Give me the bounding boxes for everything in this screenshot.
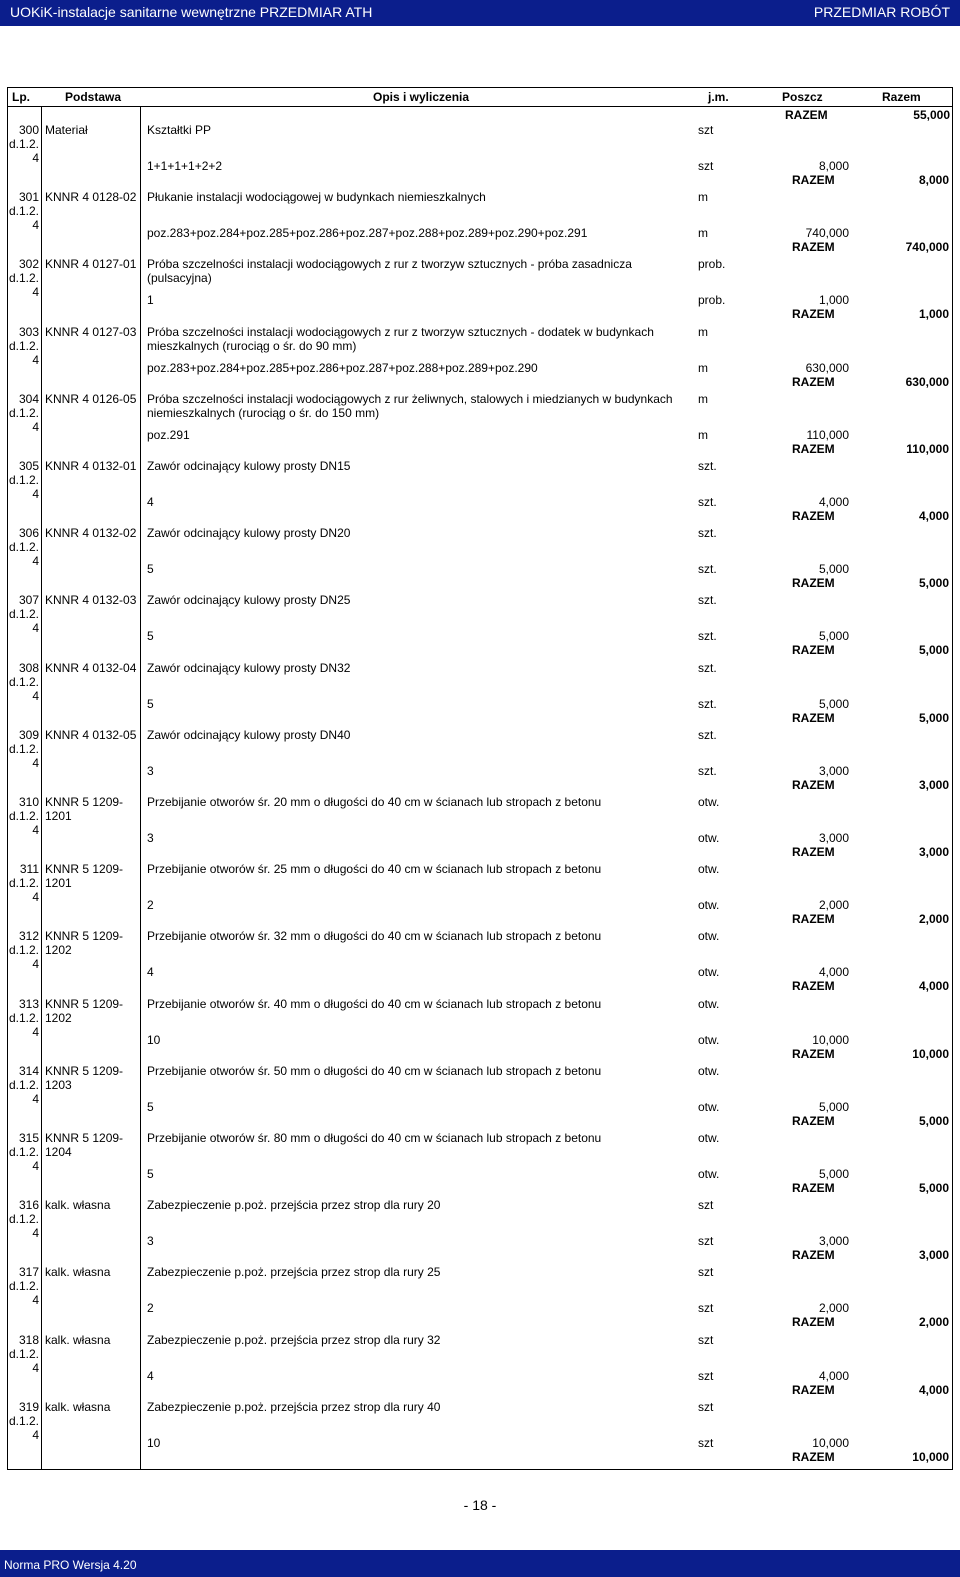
row-unit: otw. xyxy=(698,929,720,944)
row-description: Zawór odcinający kulowy prosty DN15 xyxy=(147,459,351,473)
row-quantity: 2,000 xyxy=(818,898,849,913)
row-lp-line: d.1.2. xyxy=(8,1279,39,1294)
row-calculation: 5 xyxy=(147,1099,154,1114)
row-number xyxy=(7,997,39,1039)
row-description: Przebijanie otworów śr. 32 mm o długości do 40 cm w ścianach lub stropach z betonu xyxy=(147,929,602,944)
row-total-label: RAZEM xyxy=(792,643,835,658)
row-total-label: RAZEM xyxy=(792,307,835,322)
row-lp-line: 4 xyxy=(32,352,39,367)
row-calculation-unit: otw. xyxy=(698,1032,720,1047)
row-lp-line: 319 xyxy=(18,1399,39,1414)
row-calculation-unit: prob. xyxy=(698,293,726,308)
row-lp-line: 4 xyxy=(32,151,39,165)
row-lp-line: 4 xyxy=(32,1091,39,1106)
row-lp-line: 307 xyxy=(18,593,39,608)
row-calculation: 1+1+1+1+2+2 xyxy=(147,159,223,173)
row-lp-line: d.1.2. xyxy=(8,137,39,151)
row-number xyxy=(7,1265,39,1307)
row-lp-line: d.1.2. xyxy=(8,1346,39,1361)
row-lp-line: d.1.2. xyxy=(8,1212,39,1227)
row-calculation-unit: szt. xyxy=(698,495,717,509)
row-calculation: 4 xyxy=(147,1368,154,1383)
row-calculation-unit: szt. xyxy=(698,629,717,644)
row-basis: KNNR 4 0132-04 xyxy=(45,660,137,675)
row-calculation: poz.283+poz.284+poz.285+poz.286+poz.287+poz.288+poz.289+poz.290 xyxy=(147,360,538,375)
row-number xyxy=(7,459,39,501)
row-lp-line: 304 xyxy=(18,391,39,406)
row-calculation: 5 xyxy=(147,696,154,711)
document-type: PRZEDMIAR ROBÓT xyxy=(813,4,950,20)
row-lp-line: 4 xyxy=(32,554,39,569)
row-basis: KNNR 4 0132-01 xyxy=(45,459,137,473)
column-jm: j.m. xyxy=(708,90,729,104)
row-calculation-unit: szt xyxy=(698,1435,714,1450)
row-total-value: 2,000 xyxy=(918,1315,949,1330)
row-total-label: RAZEM xyxy=(792,441,835,456)
row-number xyxy=(7,728,39,770)
row-calculation-unit: m xyxy=(698,226,708,241)
row-lp-line: d.1.2. xyxy=(8,943,39,958)
row-basis: kalk. własna xyxy=(45,1332,111,1347)
row-description: Kształtki PP xyxy=(147,123,212,137)
row-total-label: RAZEM xyxy=(792,1046,835,1061)
row-total-value: 4,000 xyxy=(918,1382,949,1397)
row-description: Zawór odcinający kulowy prosty DN32 xyxy=(147,660,351,675)
row-lp-line: 312 xyxy=(18,929,39,944)
row-description: Zabezpieczenie p.poż. przejścia przez strop dla rury 40 xyxy=(147,1399,441,1414)
row-description: Próba szczelności instalacji wodociągowych z rur z tworzyw sztucznych - dodatek w budynkach mieszkalnych (rurociąg o śr. do 90 mm) xyxy=(147,324,654,353)
column-lp: Lp. xyxy=(12,90,30,104)
carried-total-label: RAZEM xyxy=(785,108,828,122)
table-header xyxy=(7,87,953,107)
row-quantity: 5,000 xyxy=(818,562,849,577)
row-calculation-unit: szt. xyxy=(698,763,717,778)
row-total-label: RAZEM xyxy=(792,777,835,792)
page-number: - 18 - xyxy=(463,1497,497,1513)
row-lp-line: 301 xyxy=(18,190,39,205)
row-lp-line: d.1.2. xyxy=(8,1413,39,1428)
row-total-value: 5,000 xyxy=(918,576,949,591)
carried-total-value: 55,000 xyxy=(913,108,950,122)
row-calculation: 10 xyxy=(147,1435,161,1450)
row-unit: otw. xyxy=(698,996,720,1011)
row-number xyxy=(7,123,39,165)
row-calculation-unit: m xyxy=(698,427,708,442)
row-unit: m xyxy=(698,324,708,339)
row-number xyxy=(7,1400,39,1442)
row-basis: KNNR 5 1209-1203 xyxy=(45,1063,124,1092)
row-unit: m xyxy=(698,190,708,205)
row-basis: KNNR 5 1209-1204 xyxy=(45,1131,124,1159)
row-unit: szt xyxy=(698,1265,714,1280)
row-total-label: RAZEM xyxy=(792,979,835,994)
row-total-label: RAZEM xyxy=(792,845,835,859)
row-basis: KNNR 4 0127-03 xyxy=(45,324,137,339)
row-number xyxy=(7,593,39,635)
row-total-value: 110,000 xyxy=(906,441,949,456)
row-lp-line: 4 xyxy=(32,487,39,501)
row-calculation-unit: szt. xyxy=(698,562,717,577)
row-quantity: 4,000 xyxy=(818,1368,849,1383)
footer-bar xyxy=(0,1550,960,1577)
row-calculation: 5 xyxy=(147,562,154,577)
row-lp-line: 310 xyxy=(18,795,39,809)
row-quantity: 110,000 xyxy=(806,427,849,442)
row-lp-line: 4 xyxy=(32,755,39,770)
row-total-label: RAZEM xyxy=(792,576,835,591)
row-quantity: 4,000 xyxy=(818,965,849,980)
row-unit: m xyxy=(698,391,708,406)
row-lp-line: d.1.2. xyxy=(8,674,39,689)
row-lp-line: 4 xyxy=(32,621,39,636)
row-lp-line: d.1.2. xyxy=(8,473,39,487)
row-description: Zawór odcinający kulowy prosty DN20 xyxy=(147,526,351,541)
row-description: Przebijanie otworów śr. 40 mm o długości do 40 cm w ścianach lub stropach z betonu xyxy=(147,996,602,1011)
row-calculation-unit: otw. xyxy=(698,1167,720,1181)
row-calculation: 4 xyxy=(147,965,154,980)
row-calculation-unit: otw. xyxy=(698,898,720,913)
row-number xyxy=(7,1131,39,1173)
footer-software: Norma PRO Wersja 4.20 xyxy=(4,1558,137,1572)
row-total-value: 4,000 xyxy=(918,509,949,523)
row-lp-line: 318 xyxy=(18,1332,39,1347)
row-total-label: RAZEM xyxy=(792,1248,835,1263)
row-lp-line: d.1.2. xyxy=(8,1010,39,1025)
row-lp-line: d.1.2. xyxy=(8,809,39,823)
row-number xyxy=(7,325,39,367)
row-lp-line: 4 xyxy=(32,1293,39,1308)
row-basis: KNNR 5 1209-1201 xyxy=(45,862,124,891)
row-calculation: poz.291 xyxy=(147,427,190,442)
row-calculation: 10 xyxy=(147,1032,161,1047)
row-lp-line: d.1.2. xyxy=(8,607,39,622)
row-quantity: 5,000 xyxy=(818,1167,849,1181)
row-total-label: RAZEM xyxy=(792,1449,835,1464)
row-calculation: 3 xyxy=(147,763,154,778)
row-lp-line: d.1.2. xyxy=(8,338,39,353)
row-quantity: 8,000 xyxy=(818,159,849,173)
row-unit: szt xyxy=(698,123,714,137)
row-number xyxy=(7,929,39,971)
row-unit: szt. xyxy=(698,526,717,541)
row-lp-line: 302 xyxy=(18,257,39,272)
row-total-value: 5,000 xyxy=(918,710,949,725)
row-total-label: RAZEM xyxy=(792,710,835,725)
row-lp-line: 4 xyxy=(32,1226,39,1241)
row-calculation: 2 xyxy=(147,898,154,913)
row-total-value: 2,000 xyxy=(918,912,949,927)
row-description: Zawór odcinający kulowy prosty DN40 xyxy=(147,727,351,742)
row-number xyxy=(7,190,39,232)
row-calculation-unit: szt xyxy=(698,1301,714,1316)
row-total-label: RAZEM xyxy=(792,1382,835,1397)
row-total-label: RAZEM xyxy=(792,240,835,255)
column-poszcz: Poszcz xyxy=(782,90,823,104)
row-unit: szt. xyxy=(698,593,717,608)
row-total-label: RAZEM xyxy=(792,509,835,523)
row-description: Przebijanie otworów śr. 25 mm o długości do 40 cm w ścianach lub stropach z betonu xyxy=(147,862,602,877)
row-number xyxy=(7,1333,39,1375)
row-total-value: 1,000 xyxy=(918,307,949,322)
row-total-value: 4,000 xyxy=(918,979,949,994)
row-calculation: 3 xyxy=(147,831,154,845)
row-unit: otw. xyxy=(698,1063,720,1078)
row-total-value: 8,000 xyxy=(918,173,949,187)
row-number xyxy=(7,392,39,434)
row-lp-line: 317 xyxy=(18,1265,39,1280)
row-lp-line: d.1.2. xyxy=(8,741,39,756)
row-quantity: 10,000 xyxy=(812,1435,849,1450)
row-description: Płukanie instalacji wodociągowej w budynkach niemieszkalnych xyxy=(147,190,486,205)
row-lp-line: 313 xyxy=(18,996,39,1011)
row-lp-line: 4 xyxy=(32,1360,39,1375)
row-lp-line: d.1.2. xyxy=(8,876,39,891)
row-calculation-unit: otw. xyxy=(698,1099,720,1114)
row-calculation-unit: otw. xyxy=(698,965,720,980)
row-basis: KNNR 5 1209-1202 xyxy=(45,929,124,958)
row-lp-line: d.1.2. xyxy=(8,1145,39,1159)
row-description: Przebijanie otworów śr. 80 mm o długości do 40 cm w ścianach lub stropach z betonu xyxy=(147,1131,602,1145)
document-title: UOKiK-instalacje sanitarne wewnętrzne PRZEDMIAR ATH xyxy=(10,4,373,20)
row-lp-line: 300 xyxy=(18,123,39,137)
row-total-label: RAZEM xyxy=(792,912,835,927)
row-basis: KNNR 4 0126-05 xyxy=(45,391,137,406)
row-description: Przebijanie otworów śr. 50 mm o długości do 40 cm w ścianach lub stropach z betonu xyxy=(147,1063,602,1078)
row-total-value: 5,000 xyxy=(918,1113,949,1128)
row-total-label: RAZEM xyxy=(792,1181,835,1195)
row-quantity: 4,000 xyxy=(818,495,849,509)
row-basis: KNNR 5 1209-1201 xyxy=(45,795,124,823)
row-unit: otw. xyxy=(698,862,720,877)
row-quantity: 2,000 xyxy=(818,1301,849,1316)
row-calculation: 5 xyxy=(147,1167,154,1181)
row-basis: KNNR 5 1209-1202 xyxy=(45,996,124,1025)
row-total-label: RAZEM xyxy=(792,1113,835,1128)
row-calculation: 5 xyxy=(147,629,154,644)
row-lp-line: 4 xyxy=(32,1159,39,1173)
column-razem: Razem xyxy=(882,90,921,104)
row-lp-line: d.1.2. xyxy=(8,405,39,420)
row-calculation: poz.283+poz.284+poz.285+poz.286+poz.287+poz.288+poz.289+poz.290+poz.291 xyxy=(147,226,588,241)
row-basis: KNNR 4 0127-01 xyxy=(45,257,137,272)
row-total-label: RAZEM xyxy=(792,1315,835,1330)
row-number xyxy=(7,795,39,837)
column-podstawa: Podstawa xyxy=(65,90,122,104)
row-calculation-unit: otw. xyxy=(698,831,720,845)
row-description: Zabezpieczenie p.poż. przejścia przez strop dla rury 25 xyxy=(147,1265,441,1280)
row-calculation-unit: szt xyxy=(698,159,714,173)
row-number xyxy=(7,862,39,904)
row-quantity: 1,000 xyxy=(818,293,849,308)
row-lp-line: 311 xyxy=(19,862,39,877)
row-lp-line: 305 xyxy=(18,459,39,473)
row-description: Próba szczelności instalacji wodociągowych z rur żeliwnych, stalowych i miedzianych w budynkach niemieszkalnych (rurociąg o śr. do 150 mm) xyxy=(147,391,673,420)
row-description: Przebijanie otworów śr. 20 mm o długości do 40 cm w ścianach lub stropach z betonu xyxy=(147,795,602,809)
row-quantity: 740,000 xyxy=(805,226,849,241)
row-quantity: 630,000 xyxy=(805,360,849,375)
row-quantity: 3,000 xyxy=(818,763,849,778)
row-unit: szt. xyxy=(698,727,717,742)
row-unit: szt xyxy=(698,1332,714,1347)
row-description: Zabezpieczenie p.poż. przejścia przez strop dla rury 20 xyxy=(147,1198,441,1213)
column-opis: Opis i wyliczenia xyxy=(373,90,470,104)
row-basis: Materiał xyxy=(45,123,88,137)
row-lp-line: 316 xyxy=(18,1198,39,1213)
row-total-value: 740,000 xyxy=(905,240,949,255)
row-calculation-unit: szt xyxy=(698,1368,714,1383)
row-unit: prob. xyxy=(698,257,726,272)
document-header-bar xyxy=(0,0,960,26)
row-lp-line: d.1.2. xyxy=(8,540,39,555)
row-lp-line: d.1.2. xyxy=(8,204,39,219)
row-total-value: 630,000 xyxy=(905,374,949,389)
row-lp-line: d.1.2. xyxy=(8,1077,39,1092)
row-quantity: 10,000 xyxy=(812,1032,849,1047)
row-basis: KNNR 4 0132-05 xyxy=(45,727,137,742)
row-quantity: 3,000 xyxy=(818,1234,849,1249)
row-calculation-unit: m xyxy=(698,360,708,375)
row-total-value: 10,000 xyxy=(912,1449,949,1464)
row-quantity: 5,000 xyxy=(818,696,849,711)
row-lp-line: 4 xyxy=(32,419,39,434)
row-lp-line: 4 xyxy=(32,823,39,837)
row-total-label: RAZEM xyxy=(792,173,835,187)
row-calculation: 3 xyxy=(147,1234,154,1249)
row-unit: otw. xyxy=(698,1131,720,1145)
row-unit: szt. xyxy=(698,459,717,473)
row-lp-line: 314 xyxy=(18,1063,39,1078)
row-basis: KNNR 4 0132-03 xyxy=(45,593,137,608)
row-number xyxy=(7,257,39,299)
row-lp-line: 4 xyxy=(32,285,39,300)
row-total-value: 10,000 xyxy=(912,1046,949,1061)
row-calculation: 4 xyxy=(147,495,154,509)
row-lp-line: 306 xyxy=(18,526,39,541)
row-quantity: 5,000 xyxy=(818,629,849,644)
row-description: Próba szczelności instalacji wodociągowych z rur z tworzyw sztucznych - próba zasadnicza (pulsacyjna) xyxy=(147,257,632,286)
row-total-value: 3,000 xyxy=(918,1248,949,1263)
row-unit: szt xyxy=(698,1198,714,1213)
row-lp-line: 4 xyxy=(32,1427,39,1442)
row-number xyxy=(7,526,39,568)
row-lp-line: 4 xyxy=(32,890,39,905)
row-total-label: RAZEM xyxy=(792,374,835,389)
row-unit: szt. xyxy=(698,660,717,675)
row-description: Zabezpieczenie p.poż. przejścia przez strop dla rury 32 xyxy=(147,1332,441,1347)
row-basis: KNNR 4 0132-02 xyxy=(45,526,137,541)
row-lp-line: 309 xyxy=(18,727,39,742)
row-lp-line: 4 xyxy=(32,688,39,703)
row-lp-line: 303 xyxy=(18,324,39,339)
row-calculation-unit: szt. xyxy=(698,696,717,711)
row-calculation: 2 xyxy=(147,1301,154,1316)
row-total-value: 5,000 xyxy=(918,643,949,658)
row-lp-line: 4 xyxy=(32,957,39,972)
row-number xyxy=(7,661,39,703)
row-basis: kalk. własna xyxy=(45,1198,111,1213)
row-lp-line: 4 xyxy=(32,1024,39,1039)
row-total-value: 3,000 xyxy=(918,777,949,792)
row-total-value: 3,000 xyxy=(918,845,949,859)
row-lp-line: 315 xyxy=(18,1131,39,1145)
row-quantity: 5,000 xyxy=(818,1099,849,1114)
row-lp-line: 4 xyxy=(32,218,39,233)
row-quantity: 3,000 xyxy=(818,831,849,845)
row-number xyxy=(7,1064,39,1106)
row-basis: kalk. własna xyxy=(45,1265,111,1280)
row-calculation-unit: szt xyxy=(698,1234,714,1249)
row-lp-line: d.1.2. xyxy=(8,271,39,286)
row-basis: kalk. własna xyxy=(45,1399,111,1414)
row-lp-line: 308 xyxy=(18,660,39,675)
row-unit: otw. xyxy=(698,795,720,809)
row-basis: KNNR 4 0128-02 xyxy=(45,190,137,205)
row-description: Zawór odcinający kulowy prosty DN25 xyxy=(147,593,351,608)
row-unit: szt xyxy=(698,1399,714,1414)
row-number xyxy=(7,1198,39,1240)
row-calculation: 1 xyxy=(147,293,154,308)
row-total-value: 5,000 xyxy=(918,1181,949,1195)
column-divider xyxy=(41,106,42,1469)
